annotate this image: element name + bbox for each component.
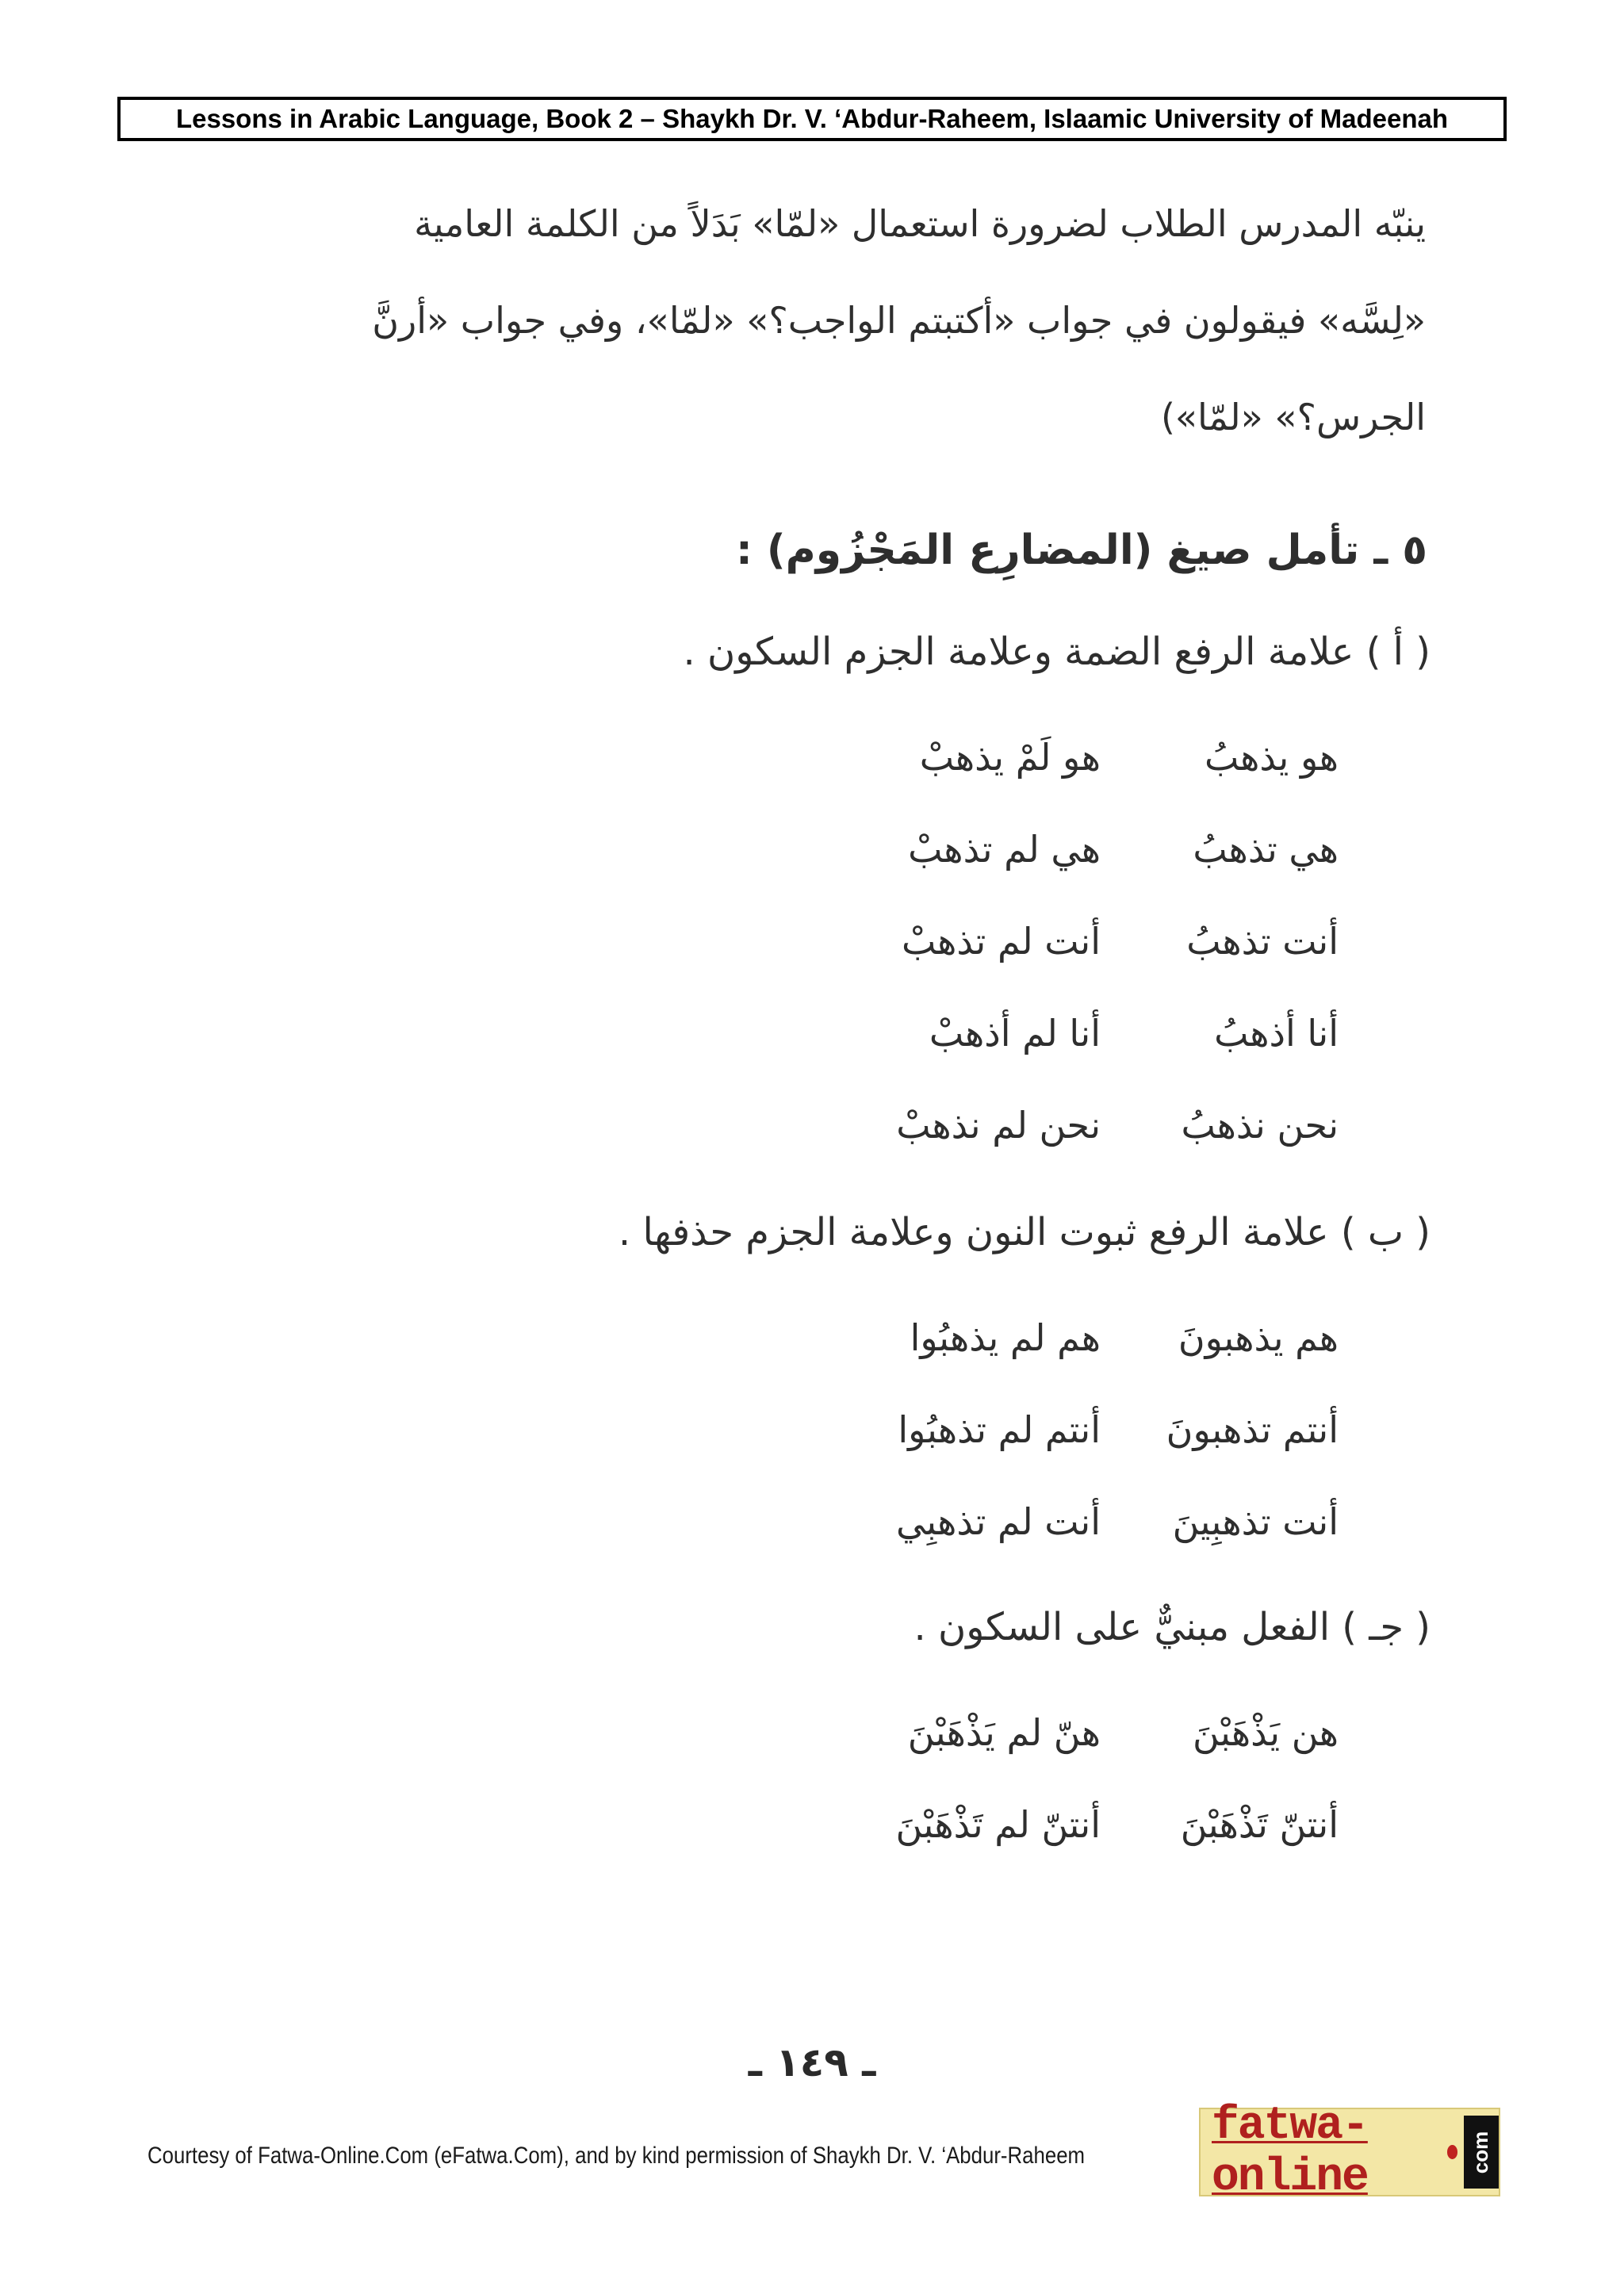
page-header: Lessons in Arabic Language, Book 2 – Shaykh Dr. V. ‘Abdur-Raheem, Islaamic University of Madeenah — [117, 97, 1507, 141]
logo-text: fatwa-online — [1212, 2101, 1368, 2204]
group-c-title: ( جـ ) الفعل مبنيٌّ على السكون . — [914, 1605, 1431, 1649]
page-number: ـ ١٤٩ ـ — [748, 2039, 876, 2085]
group-b-title: ( ب ) علامة الرفع ثبوت النون وعلامة الجزم حذفها . — [618, 1210, 1431, 1254]
footer-credit: Courtesy of Fatwa-Online.Com (eFatwa.Com), and by kind permission of Shaykh Dr. V. ‘Abdur-Raheem — [147, 2143, 1086, 2169]
group-b-indicative-1: هم يذهبونَ — [1178, 1316, 1339, 1359]
group-a-indicative-4: أنا أذهبُ — [1214, 1012, 1339, 1055]
group-c-indicative-1: هن يَذْهَبْنَ — [1193, 1711, 1339, 1754]
section-title: ٥ ـ تأمل صيغ (المضارِع المَجْزُوم) : — [735, 527, 1427, 574]
paragraph-line-1: ينبّه المدرس الطلاب لضرورة استعمال «لمّا» بَدَلاً من الكلمة العامية — [414, 202, 1426, 245]
group-b-indicative-2: أنتم تذهبونَ — [1166, 1408, 1339, 1451]
group-b-jussive-2: أنتم لم تذهبُوا — [898, 1408, 1101, 1451]
group-a-jussive-2: هي لم تذهبْ — [908, 828, 1101, 871]
group-b-jussive-3: أنت لم تذهبِي — [895, 1500, 1101, 1543]
group-a-jussive-5: نحن لم نذهبْ — [896, 1104, 1101, 1147]
group-a-title: ( أ ) علامة الرفع الضمة وعلامة الجزم السكون . — [683, 630, 1431, 674]
group-c-jussive-1: هنّ لم يَذْهَبْنَ — [907, 1711, 1101, 1754]
group-c-indicative-2: أنتنّ تَذْهَبْنَ — [1180, 1803, 1339, 1846]
group-b-indicative-3: أنت تذهبِينَ — [1172, 1500, 1339, 1543]
group-a-indicative-1: هو يذهبُ — [1204, 736, 1339, 779]
group-a-indicative-3: أنت تذهبُ — [1186, 920, 1339, 963]
group-a-jussive-3: أنت لم تذهبْ — [901, 920, 1101, 963]
group-c-jussive-2: أنتنّ لم تَذْهَبْنَ — [895, 1803, 1101, 1846]
group-a-jussive-4: أنا لم أذهبْ — [929, 1012, 1101, 1055]
paragraph-line-2: «لِسَّه» فيقولون في جواب «أكتبتم الواجب؟» «لمّا»، وفي جواب «أرنَّ — [372, 299, 1426, 342]
paragraph-line-3: الجرس؟» «لمّا») — [1160, 396, 1426, 439]
logo-com-box — [1464, 2116, 1499, 2189]
logo-com-text: com — [1469, 2131, 1493, 2173]
fatwa-online-logo[interactable] — [1199, 2101, 1500, 2204]
group-a-indicative-5: نحن نذهبُ — [1181, 1104, 1339, 1147]
group-b-jussive-1: هم لم يذهبُوا — [910, 1316, 1101, 1359]
group-a-indicative-2: هي تذهبُ — [1193, 828, 1339, 871]
logo-dot-icon — [1447, 2145, 1457, 2159]
group-a-jussive-1: هو لَمْ يذهبْ — [919, 736, 1101, 779]
